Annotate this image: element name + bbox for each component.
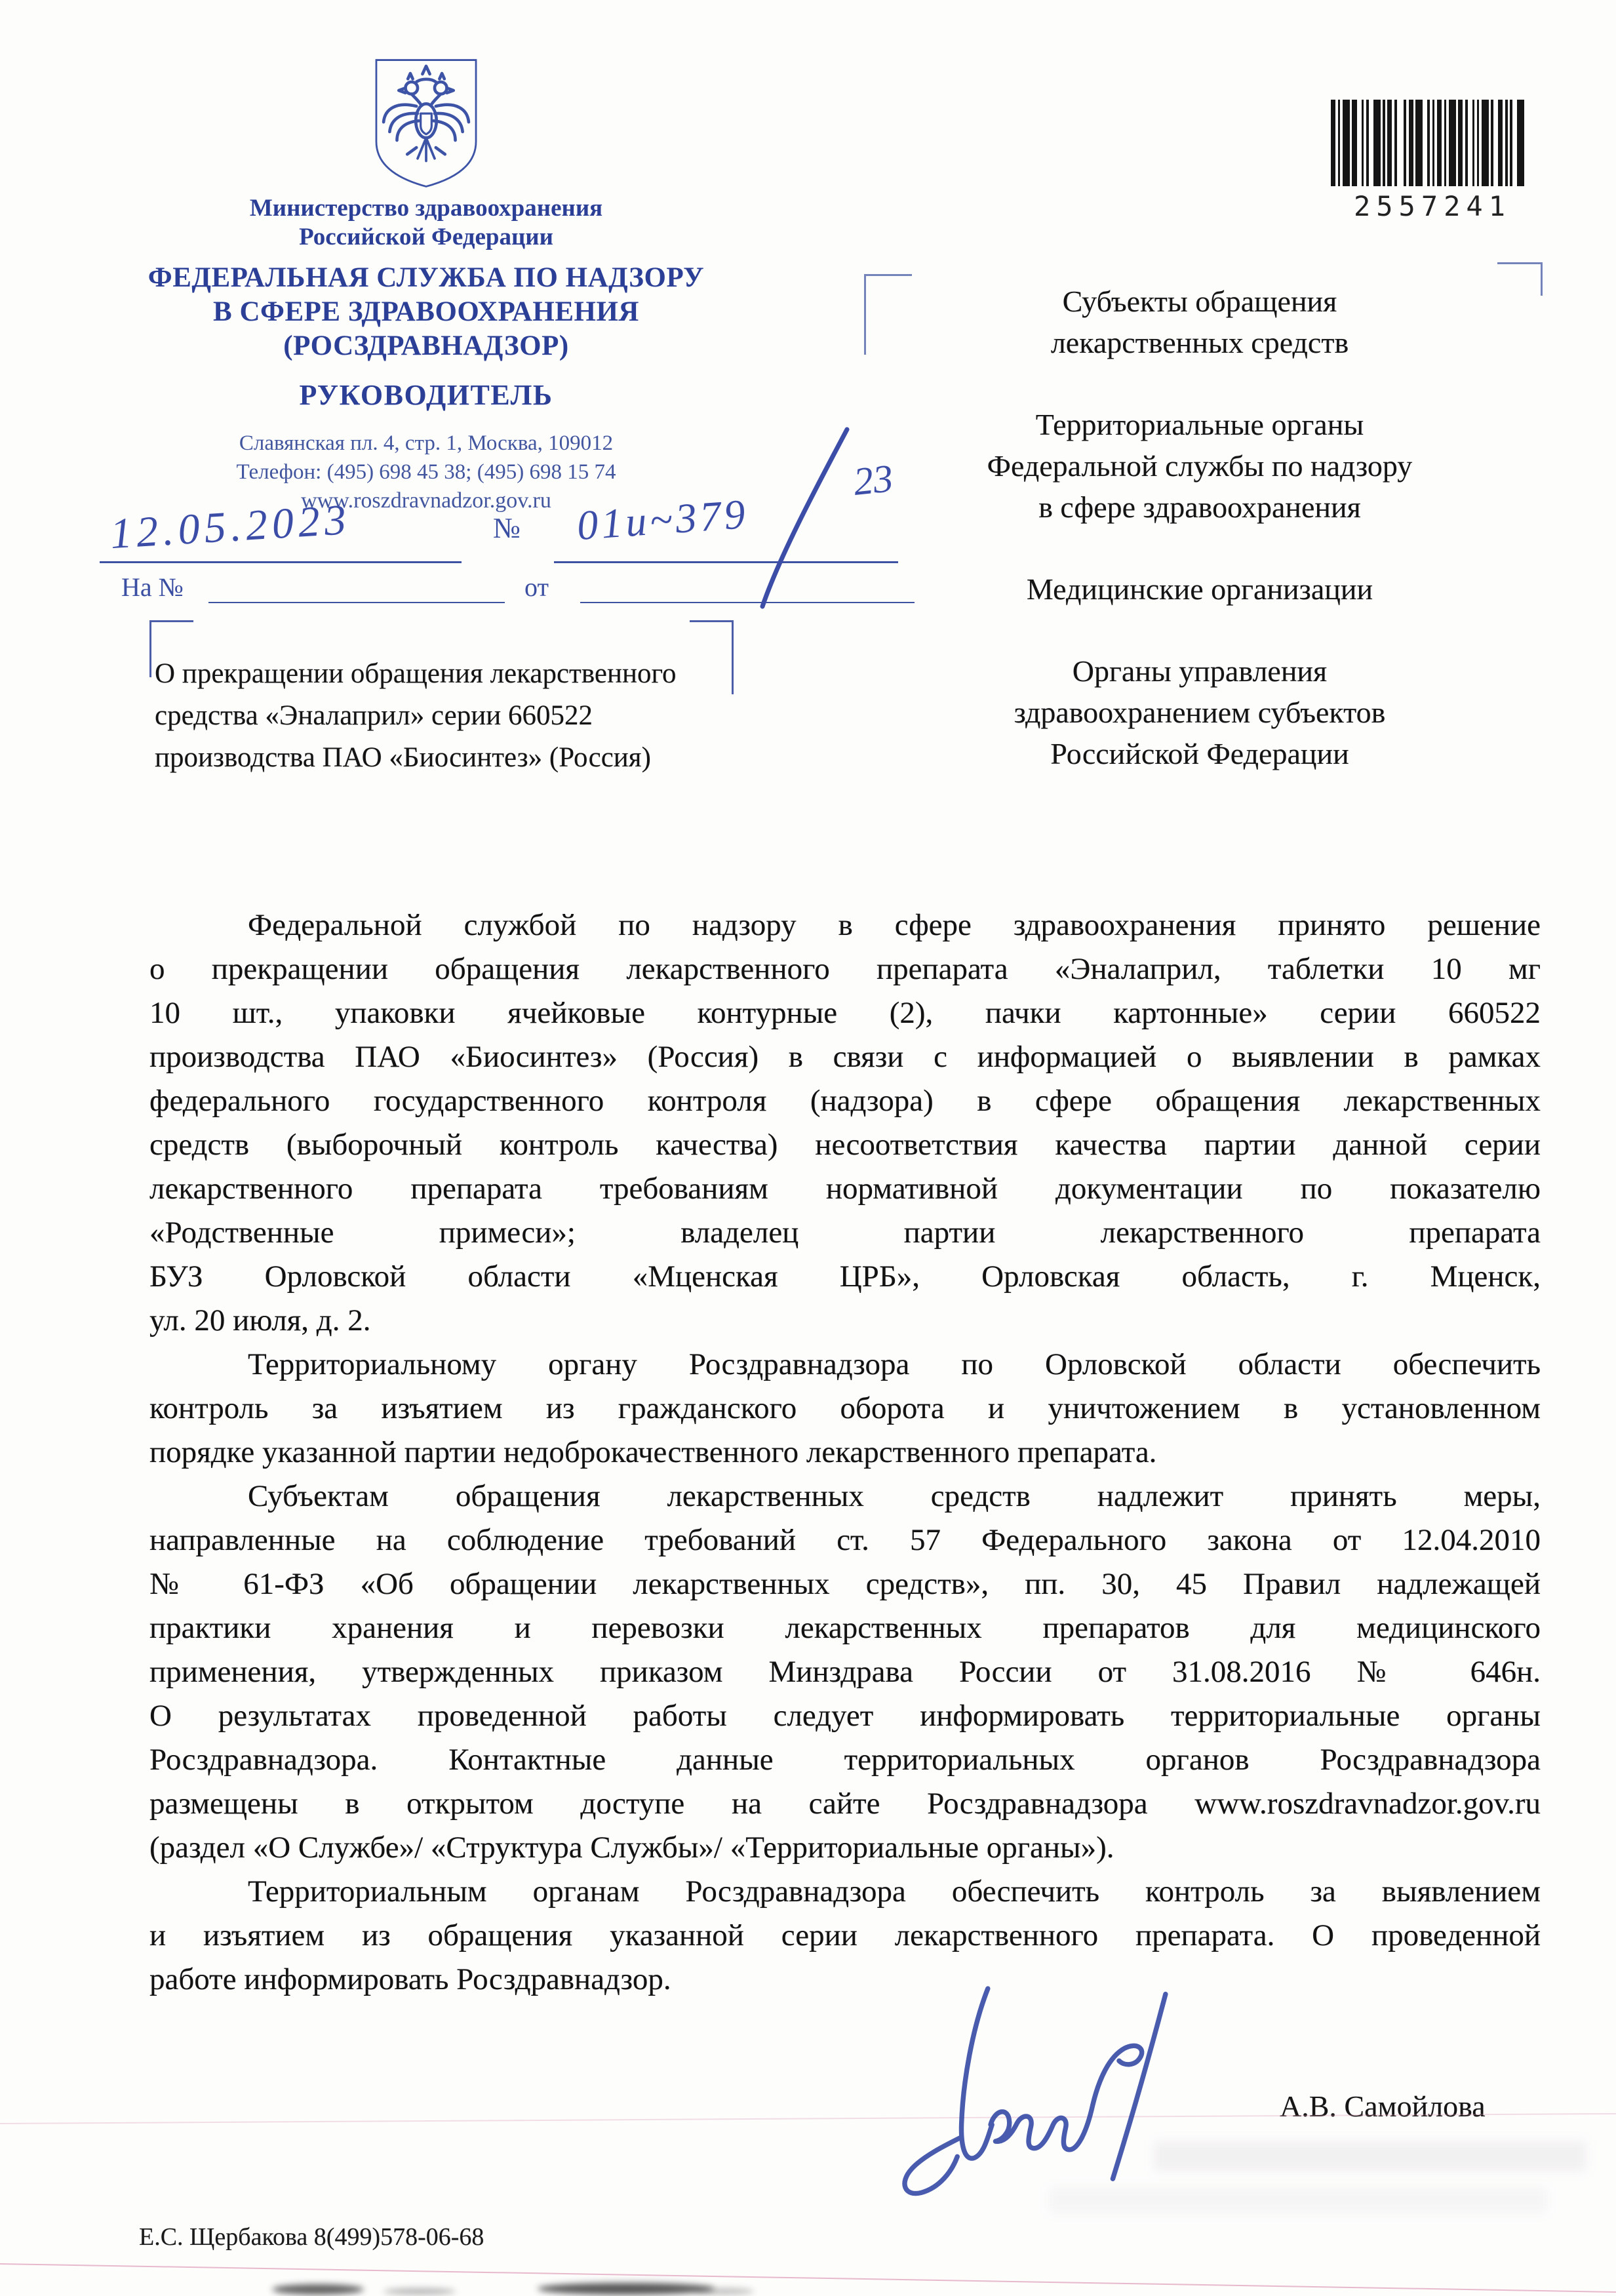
recipient-line: Органы управления (1072, 654, 1328, 688)
barcode-gap (1357, 100, 1362, 186)
body-line: направленные на соблюдение требований ст. 57 Федерального закона от 12.04.2010 (149, 1523, 1541, 1557)
signature (865, 1964, 1232, 2200)
barcode-bar (1482, 100, 1489, 186)
body-line: размещены в открытом доступе на сайте Росздравнадзора www.roszdravnadzor.gov.ru (149, 1787, 1541, 1821)
sender-role: РУКОВОДИТЕЛЬ (299, 379, 553, 411)
barcode-bar (1498, 100, 1503, 186)
handwritten-number-suffix: 23 (851, 456, 896, 504)
body-line: практики хранения и перевозки лекарственных препаратов для медицинского (149, 1611, 1541, 1645)
reply-from-label: от (524, 572, 549, 602)
barcode-bar (1437, 100, 1442, 186)
body-line: контроль за изъятием из гражданского оборота и уничтожением в установленном (149, 1391, 1541, 1425)
scan-artifact-smudge (538, 2283, 715, 2295)
service-name-line1: ФЕДЕРАЛЬНАЯ СЛУЖБА ПО НАДЗОРУ (148, 262, 705, 293)
barcode-bar (1458, 100, 1463, 186)
body-line: О результатах проведенной работы следует информировать территориальные органы (149, 1699, 1541, 1733)
recipients-block (878, 281, 1521, 815)
barcode-number: 2557241 (1353, 190, 1511, 222)
barcode (1331, 100, 1538, 186)
barcode-bar (1415, 100, 1423, 186)
body-line: о прекращении обращения лекарственного препарата «Эналаприл, таблетки 10 мг (149, 952, 1541, 986)
barcode-bar (1352, 100, 1356, 186)
body-text (149, 903, 1541, 2002)
subject-line: О прекращении обращения лекарственного (155, 658, 677, 689)
body-line: и изъятием из обращения указанной серии лекарственного препарата. О проведенной (149, 1918, 1541, 1952)
handwritten-outgoing-number: 01и~379 (575, 490, 750, 549)
barcode-bar (1409, 100, 1413, 186)
body-line: 10 шт., упаковки ячейковые контурные (2), пачки картонные» серии 660522 (149, 996, 1541, 1030)
recipient-group (878, 568, 1521, 610)
barcode-bar (1373, 100, 1381, 186)
body-line: Росздравнадзора. Контактные данные территориальных органов Росздравнадзора (149, 1743, 1541, 1777)
date-underline (100, 561, 462, 563)
barcode-gap (1493, 100, 1498, 186)
body-line: производства ПАО «Биосинтез» (Россия) в связи с информацией о выявлении в рамках (149, 1040, 1541, 1074)
subject-line: средства «Эналаприл» серии 660522 (155, 700, 593, 731)
body-line: «Родственные примеси»; владелец партии лекарственного препарата (149, 1216, 1541, 1250)
phone-numbers: Телефон: (495) 698 45 38; (495) 698 15 74 (236, 460, 616, 484)
handwritten-date: 12.05.2023 (109, 495, 352, 559)
scan-artifact-smudge (272, 2284, 364, 2295)
barcode-bar (1331, 100, 1335, 186)
body-line: федерального государственного контроля (надзора) в сфере обращения лекарственных (149, 1084, 1541, 1118)
barcode-gap (1512, 100, 1517, 186)
subject-lines (155, 653, 732, 779)
body-line: применения, утвержденных приказом Минздрава России от 31.08.2016 № 646н. (149, 1655, 1541, 1689)
scan-artifact-smudge (695, 2288, 754, 2295)
recipient-line: лекарственных средств (1050, 326, 1349, 359)
service-name-line3: (РОСЗДРАВНАДЗОР) (283, 330, 569, 361)
barcode-gap (1397, 100, 1404, 186)
barcode-bar (1343, 100, 1350, 186)
letterhead (85, 56, 767, 515)
barcode-gap (1468, 100, 1472, 186)
recipient-line: Субъекты обращения (1062, 285, 1337, 318)
body-line: Территориальным органам Росздравнадзора обеспечить контроль за выявлением (248, 1874, 1541, 1909)
postal-address: Славянская пл. 4, стр. 1, Москва, 109012 (239, 431, 614, 455)
recipient-line: в сфере здравоохранения (1038, 490, 1361, 524)
service-name-line2: В СФЕРЕ ЗДРАВООХРАНЕНИЯ (213, 296, 639, 327)
reply-date-underline (580, 602, 915, 603)
barcode-gap (1524, 100, 1527, 186)
coat-of-arms-icon (365, 56, 488, 190)
signer-name: А.В. Самойлова (1280, 2089, 1486, 2123)
recipient-group (878, 281, 1521, 363)
reply-number-underline (208, 602, 505, 603)
recipient-group (878, 650, 1521, 774)
recipient-line: Федеральной службы по надзору (987, 449, 1413, 483)
barcode-bar (1517, 100, 1524, 186)
body-line: ул. 20 июля, д. 2. (149, 1303, 371, 1337)
body-line: № 61-ФЗ «Об обращении лекарственных средств», пп. 30, 45 Правил надлежащей (149, 1567, 1541, 1601)
scan-artifact-smudge (384, 2288, 456, 2295)
number-sign: № (493, 512, 521, 544)
barcode-bar (1387, 100, 1392, 186)
barcode-gap (1423, 100, 1427, 186)
recipient-line: Медицинские организации (1026, 572, 1373, 606)
body-line: лекарственного препарата требованиям нормативной документации по показателю (149, 1172, 1541, 1206)
body-line: Федеральной службой по надзору в сфере здравоохранения принято решение (248, 908, 1541, 942)
number-underline (554, 561, 898, 563)
body-line: Территориальному органу Росздравнадзора по Орловской области обеспечить (248, 1347, 1541, 1381)
body-line: (раздел «О Службе»/ «Структура Службы»/ «Территориальные органы»). (149, 1831, 1114, 1865)
recipient-group (878, 404, 1521, 528)
recipient-line: Территориальные органы (1035, 408, 1364, 441)
recipient-line: Российской Федерации (1050, 737, 1349, 770)
subject-block (155, 653, 732, 779)
body-line: Субъектам обращения лекарственных средств надлежит принять меры, (248, 1479, 1541, 1513)
subject-line: производства ПАО «Биосинтез» (Россия) (155, 742, 651, 773)
executor-contact: Е.С. Щербакова 8(499)578-06-68 (139, 2223, 484, 2251)
body-line: средств (выборочный контроль качества) несоответствия качества партии данной серии (149, 1128, 1541, 1162)
reply-to-number-label: На № (121, 572, 184, 602)
ministry-name-line1: Министерство здравоохранения (249, 195, 603, 222)
body-line: БУЗ Орловской области «Мценская ЦРБ», Орловская область, г. Мценск, (149, 1259, 1541, 1294)
body-line: порядке указанной партии недоброкачественного лекарственного препарата. (149, 1435, 1157, 1469)
website-url: www.roszdravnadzor.gov.ru (301, 488, 551, 513)
body-line: работе информировать Росздравнадзор. (149, 1962, 671, 1996)
barcode-bar (1449, 100, 1456, 186)
scan-artifact-pink-line (0, 2263, 1616, 2293)
ministry-name-line2: Российской Федерации (299, 224, 553, 250)
recipient-line: здравоохранением субъектов (1014, 696, 1386, 729)
barcode-gap (1369, 100, 1373, 186)
